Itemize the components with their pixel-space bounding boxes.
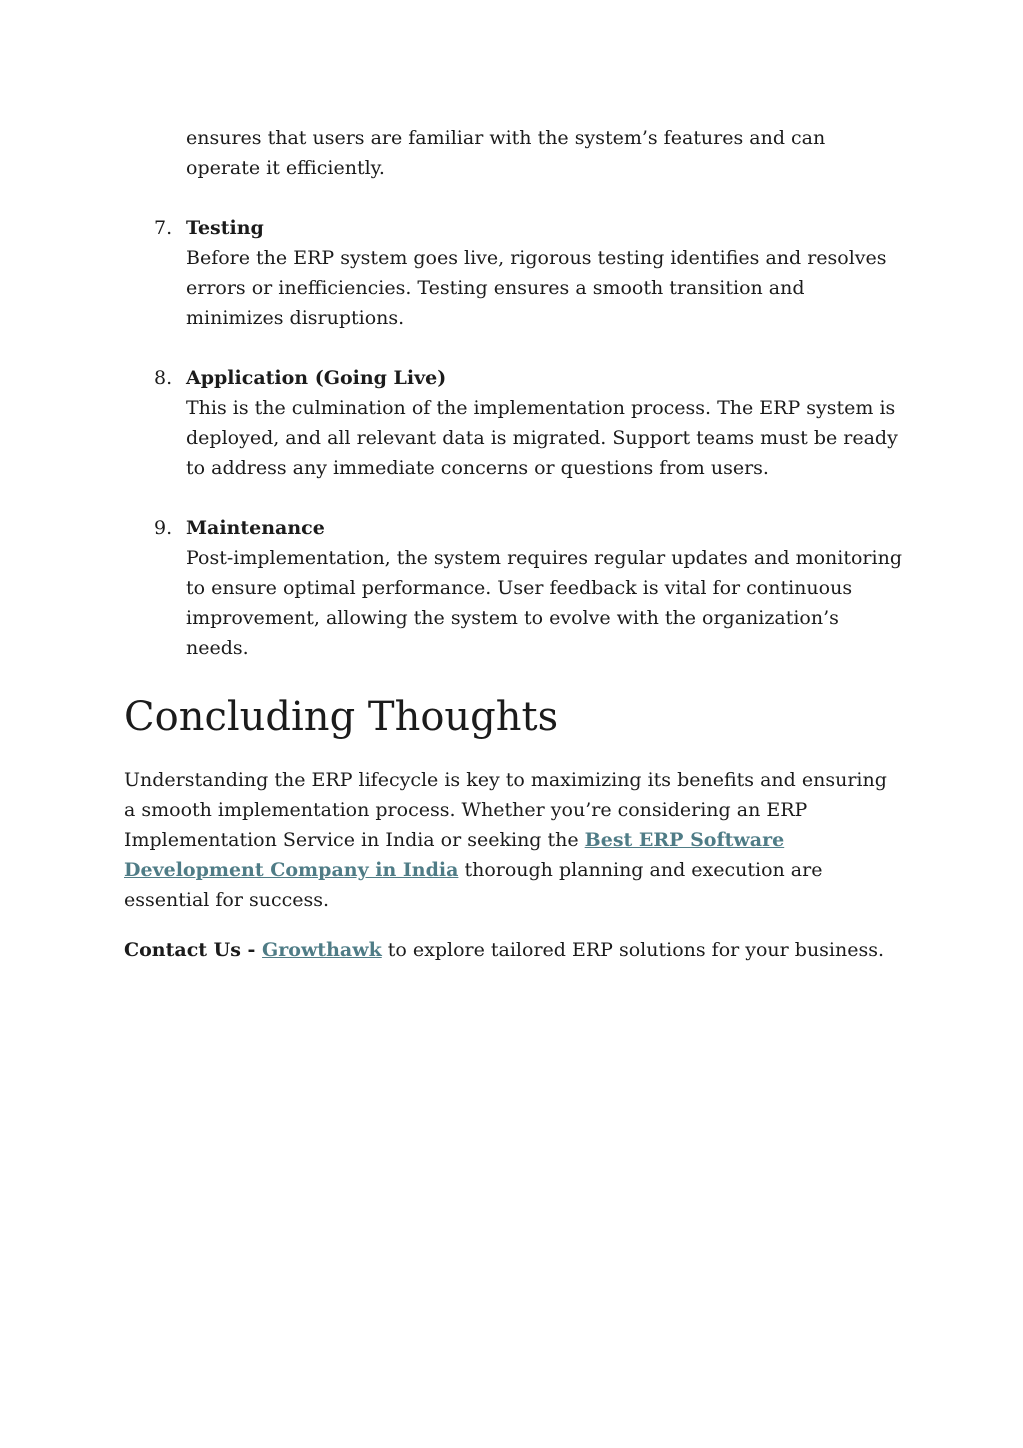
list-item-application (154, 363, 904, 483)
list-item-body: This is the culmination of the implementation process. The ERP system is deployed, and all relevant data is migrated. Support teams must be ready to address any immediate concerns or questions from users. (186, 397, 898, 479)
list-item-body: Before the ERP system goes live, rigorous testing identifies and resolves errors or inefficiencies. Testing ensures a smooth transition and minimizes disruptions. (186, 247, 887, 329)
conclusion-text-start: Understanding the ERP lifecycle is key to maximizing its benefits and ensuring a smooth implementation process. Whether you’re considering an ERP Implementation Service in India or seeking the (124, 769, 887, 851)
best-erp-company-link[interactable]: Best ERP Software Development Company in India (124, 829, 785, 881)
list-item-testing (154, 213, 904, 333)
list-item-continuation: ensures that users are familiar with the system’s features and can operate it efficiently. (186, 127, 826, 179)
list-item-title: Application (Going Live) (186, 367, 447, 389)
list-item-maintenance (154, 513, 904, 663)
list-item-body: Post-implementation, the system requires regular updates and monitoring to ensure optimal performance. User feedback is vital for continuous improvement, allowing the system to evolve with the organization’s needs. (186, 547, 902, 659)
list-item-number: 9. (154, 517, 173, 539)
conclusion-paragraph (124, 765, 904, 915)
list-item-number: 7. (154, 217, 173, 239)
contact-label: Contact Us - (124, 939, 263, 961)
growthawk-link[interactable]: Growthawk (262, 939, 382, 961)
list-item-title: Testing (186, 217, 264, 239)
conclusion-text-end: thorough planning and execution are essential for success. (124, 859, 823, 911)
contact-paragraph (124, 935, 904, 965)
section-heading: Concluding Thoughts (124, 694, 559, 740)
document-page (124, 123, 904, 965)
contact-text: to explore tailored ERP solutions for your business. (381, 939, 885, 961)
list-item-number: 8. (154, 367, 173, 389)
list-item-title: Maintenance (186, 517, 325, 539)
